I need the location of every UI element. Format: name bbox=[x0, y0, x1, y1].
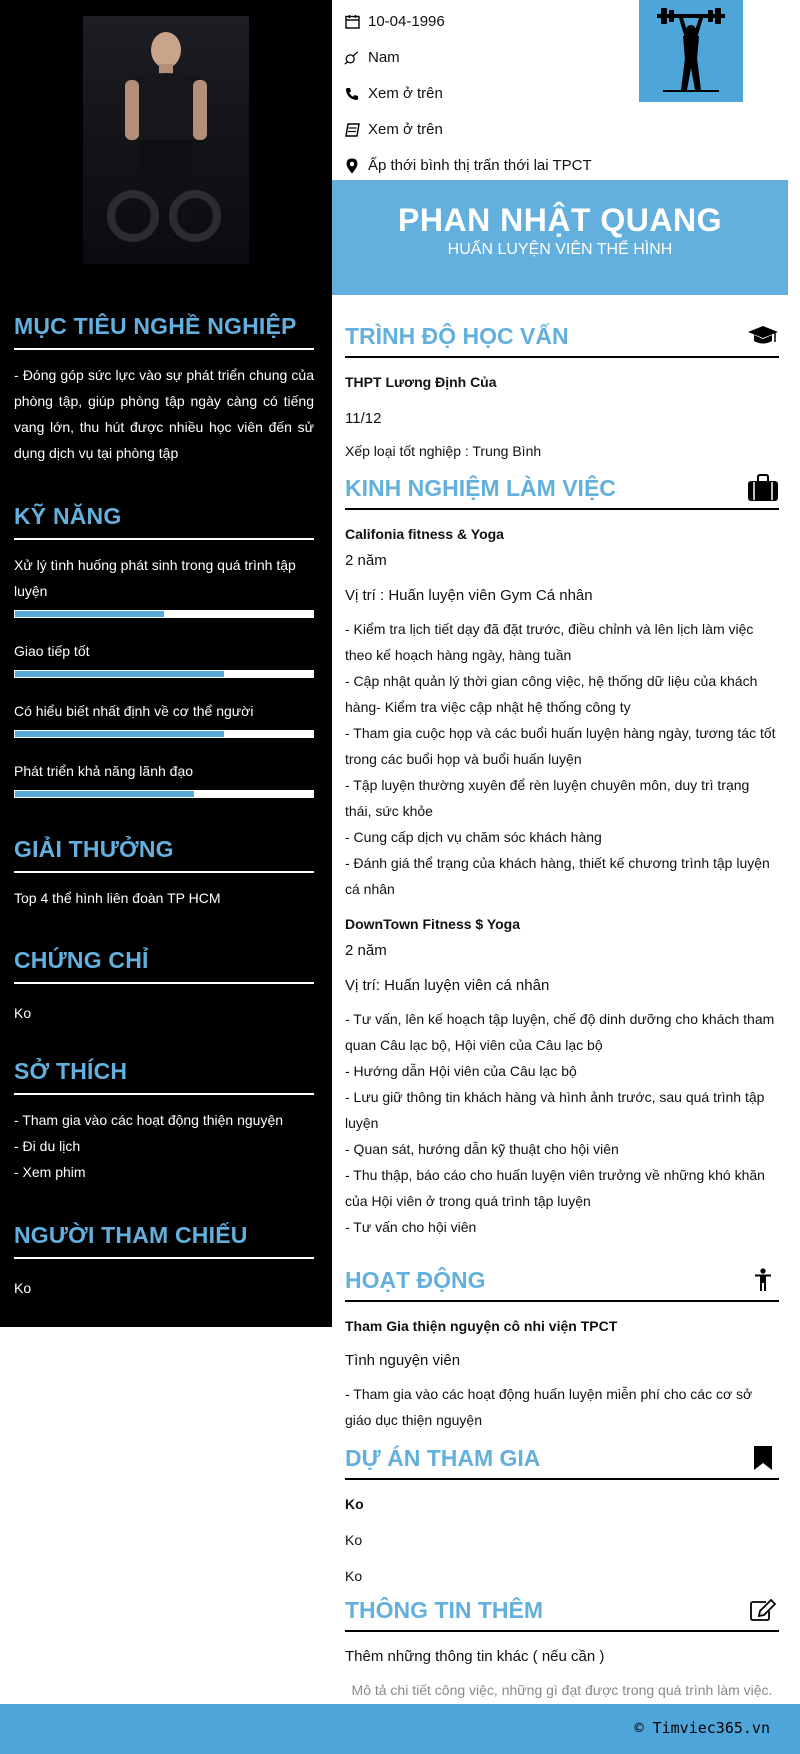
edit-icon bbox=[747, 1596, 779, 1624]
objective-text: - Đóng góp sức lực vào sự phát triển chung của phòng tập, giúp phòng tập ngày càng có tiếng vang lớn, thu hút được nhiều học viên đến sử dụng dịch vụ tại phòng tập bbox=[14, 367, 314, 461]
skill-item bbox=[14, 552, 314, 618]
references-section bbox=[14, 1222, 314, 1301]
hobby-item: - Đi du lịch bbox=[14, 1138, 81, 1154]
sidebar bbox=[0, 0, 332, 1327]
job-position: Vị trí: Huấn luyện viên cá nhân bbox=[345, 977, 550, 994]
name-banner bbox=[332, 180, 788, 295]
extra-title: THÔNG TIN THÊM bbox=[345, 1596, 544, 1623]
skill-bar-fill bbox=[15, 731, 224, 737]
bookmark-icon bbox=[747, 1444, 779, 1472]
activities-title: HOẠT ĐỘNG bbox=[345, 1266, 486, 1293]
job-duty: - Lưu giữ thông tin khách hàng và hình ảnh trước, sau quá trình tập luyện bbox=[345, 1089, 765, 1131]
skill-bar bbox=[14, 730, 314, 738]
hobbies-title: SỞ THÍCH bbox=[14, 1058, 314, 1095]
skill-bar-fill bbox=[15, 611, 164, 617]
job-description bbox=[345, 616, 779, 902]
extra-section bbox=[345, 1596, 779, 1665]
gender-icon bbox=[344, 50, 360, 66]
skill-item bbox=[14, 758, 314, 798]
activity-role: Tình nguyện viên bbox=[345, 1352, 461, 1369]
job-duty: - Đánh giá thể trạng của khách hàng, thiết kế chương trình tập luyện cá nhân bbox=[345, 855, 770, 897]
skill-item bbox=[14, 638, 314, 678]
certificates-title: CHỨNG CHỈ bbox=[14, 947, 314, 984]
skill-label: Giao tiếp tốt bbox=[14, 643, 90, 659]
map-marker-icon bbox=[344, 158, 360, 174]
job-duty: - Hướng dẫn Hội viên của Câu lạc bộ bbox=[345, 1063, 577, 1079]
education-grade: Xếp loại tốt nghiệp : Trung Bình bbox=[345, 443, 542, 459]
job-duty: - Tập luyện thường xuyên để rèn luyện chuyên môn, duy trì trạng thái, sức khỏe bbox=[345, 777, 750, 819]
phone-icon bbox=[344, 86, 360, 102]
projects-header bbox=[345, 1444, 779, 1480]
references-text: Ko bbox=[14, 1280, 32, 1296]
job-duty: - Thu thập, báo cáo cho huấn luyện viên trưởng về những khó khăn của Hội viên ở trong quá trình tập luyện bbox=[345, 1167, 765, 1209]
job-duty: - Tư vấn, lên kế hoạch tập luyện, chế độ dinh dưỡng cho khách tham quan Câu lạc bộ, Hội viên của Câu lạc bộ bbox=[345, 1011, 775, 1053]
awards-text: Top 4 thể hình liên đoàn TP HCM bbox=[14, 890, 221, 906]
hobby-item: - Xem phim bbox=[14, 1164, 86, 1180]
address-value: Ấp thới bình thị trấn thới lai TPCT bbox=[368, 157, 592, 174]
weightlifter-icon bbox=[643, 6, 739, 96]
contact-phone bbox=[344, 85, 443, 102]
job-position: Vị trí : Huấn luyện viên Gym Cá nhân bbox=[345, 587, 593, 604]
activity-description: - Tham gia vào các hoạt động huấn luyện miễn phí cho các cơ sở giáo dục thiện nguyện bbox=[345, 1386, 753, 1428]
copyright: © Timviec365.vn bbox=[634, 1719, 770, 1737]
contact-gender bbox=[344, 49, 400, 66]
candidate-name: PHAN NHẬT QUANG bbox=[398, 202, 722, 238]
experience-header bbox=[345, 474, 779, 510]
job-duty: - Tham gia cuộc họp và các buổi huấn luyện hàng ngày, tương tác tốt trong các buổi họp và buổi huấn luyện bbox=[345, 725, 776, 767]
contact-email bbox=[344, 121, 443, 138]
calendar-icon bbox=[344, 14, 360, 30]
education-title: TRÌNH ĐỘ HỌC VẤN bbox=[345, 322, 569, 349]
skill-bar bbox=[14, 790, 314, 798]
weightlifter-logo bbox=[639, 0, 743, 102]
objective-section bbox=[14, 313, 314, 466]
project-detail: Ko bbox=[345, 1532, 363, 1548]
certificates-section bbox=[14, 947, 314, 1026]
job-duty: - Tư vấn cho hội viên bbox=[345, 1219, 477, 1235]
project-name: Ko bbox=[345, 1496, 364, 1512]
person-silhouette-icon bbox=[83, 16, 249, 264]
person-icon bbox=[747, 1266, 779, 1294]
skill-label: Phát triển khả năng lãnh đạo bbox=[14, 763, 194, 779]
footer bbox=[0, 1704, 800, 1754]
hobbies-list bbox=[14, 1107, 314, 1185]
job-duration: 2 năm bbox=[345, 552, 387, 569]
skill-bar-fill bbox=[15, 671, 224, 677]
skill-bar bbox=[14, 610, 314, 618]
job-duty: - Cập nhật quản lý thời gian công việc, hệ thống dữ liệu của khách hàng- Kiểm tra việc cập nhật hệ thống công ty bbox=[345, 673, 758, 715]
job-company: DownTown Fitness $ Yoga bbox=[345, 916, 521, 932]
job-duty: - Kiểm tra lịch tiết dạy đã đặt trước, điều chỉnh và lên lịch làm việc theo kế hoạch hàng ngày, hàng tuần bbox=[345, 621, 754, 663]
gender-value: Nam bbox=[368, 49, 400, 66]
awards-title: GIẢI THƯỞNG bbox=[14, 836, 314, 873]
skill-item bbox=[14, 698, 314, 738]
job-duty: - Quan sát, hướng dẫn kỹ thuật cho hội viên bbox=[345, 1141, 619, 1157]
profile-photo bbox=[83, 16, 249, 264]
skill-label: Xử lý tình huống phát sinh trong quá trình tập luyện bbox=[14, 557, 296, 599]
description-hint: Mô tả chi tiết công việc, những gì đạt được trong quá trình làm việc. bbox=[351, 1682, 773, 1698]
job-description bbox=[345, 1006, 779, 1240]
activity-org: Tham Gia thiện nguyện cô nhi viện TPCT bbox=[345, 1318, 618, 1334]
job-duration: 2 năm bbox=[345, 942, 387, 959]
objective-title: MỤC TIÊU NGHỀ NGHIỆP bbox=[14, 313, 314, 350]
hobby-item: - Tham gia vào các hoạt động thiện nguyện bbox=[14, 1112, 284, 1128]
projects-title: DỰ ÁN THAM GIA bbox=[345, 1444, 541, 1471]
education-school: THPT Lương Định Của bbox=[345, 374, 497, 390]
project-detail: Ko bbox=[345, 1568, 363, 1584]
contact-address bbox=[344, 157, 592, 174]
contact-dob bbox=[344, 13, 445, 30]
graduation-cap-icon bbox=[747, 322, 779, 350]
extra-header bbox=[345, 1596, 779, 1632]
phone-value: Xem ở trên bbox=[368, 85, 443, 102]
email-icon bbox=[344, 122, 360, 138]
skills-title: KỸ NĂNG bbox=[14, 503, 314, 540]
skills-section bbox=[14, 503, 314, 798]
skill-label: Có hiểu biết nhất định về cơ thể người bbox=[14, 703, 254, 719]
activities-section bbox=[345, 1266, 779, 1433]
activities-header bbox=[345, 1266, 779, 1302]
awards-section bbox=[14, 836, 314, 911]
certificates-text: Ko bbox=[14, 1005, 32, 1021]
references-title: NGƯỜI THAM CHIẾU bbox=[14, 1222, 314, 1259]
experience-title: KINH NGHIỆM LÀM VIỆC bbox=[345, 474, 616, 501]
dob-value: 10-04-1996 bbox=[368, 13, 445, 30]
extra-text: Thêm những thông tin khác ( nếu cần ) bbox=[345, 1648, 605, 1665]
education-section bbox=[345, 322, 779, 459]
experience-section bbox=[345, 474, 779, 1240]
skill-bar bbox=[14, 670, 314, 678]
email-value: Xem ở trên bbox=[368, 121, 443, 138]
briefcase-icon bbox=[747, 474, 779, 502]
job-company: Califonia fitness & Yoga bbox=[345, 526, 504, 542]
hobbies-section bbox=[14, 1058, 314, 1185]
projects-section bbox=[345, 1444, 779, 1584]
education-period: 11/12 bbox=[345, 410, 382, 427]
education-header bbox=[345, 322, 779, 358]
candidate-role: HUẤN LUYỆN VIÊN THỂ HÌNH bbox=[447, 241, 673, 258]
job-duty: - Cung cấp dịch vụ chăm sóc khách hàng bbox=[345, 829, 602, 845]
skill-bar-fill bbox=[15, 791, 194, 797]
